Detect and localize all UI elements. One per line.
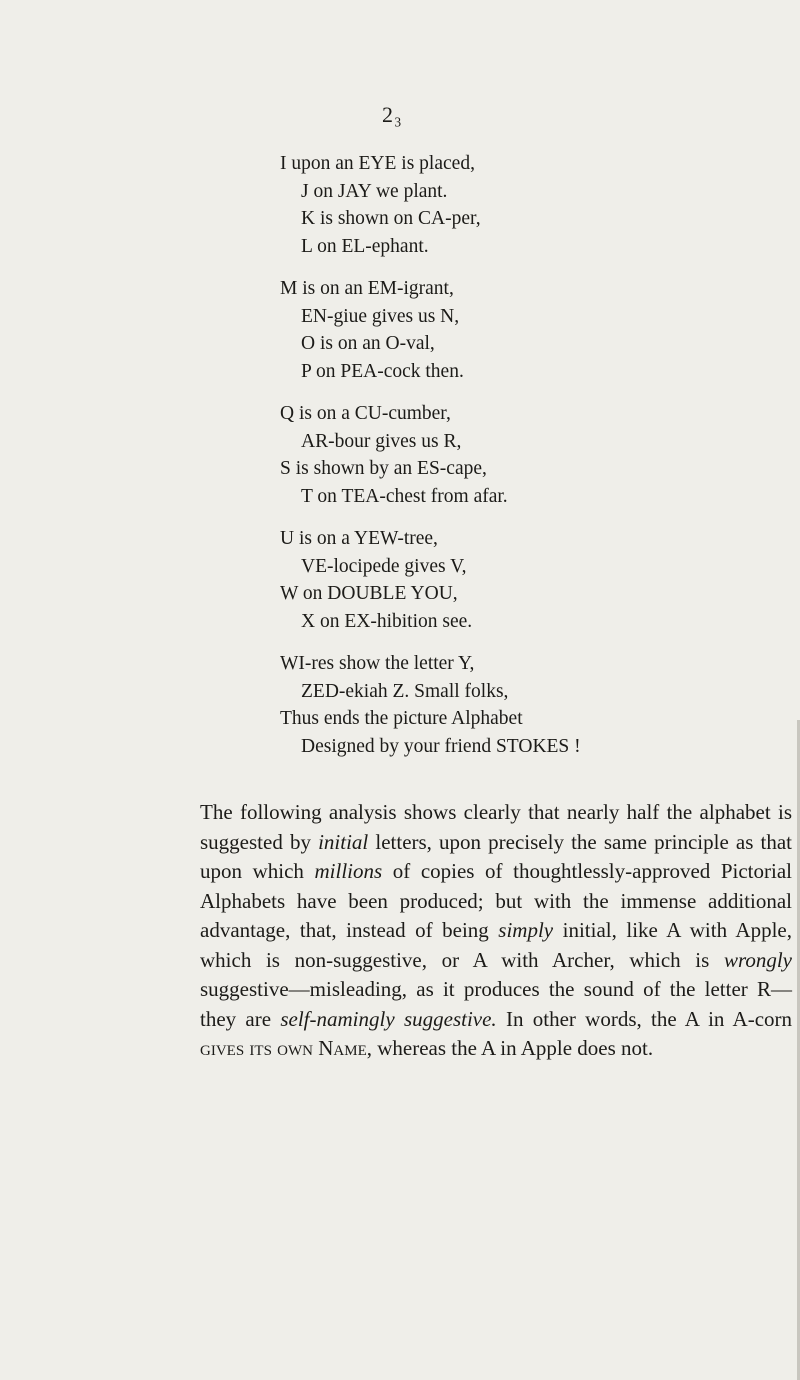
verse-line: K is shown on CA-per, <box>301 208 481 229</box>
verse-line: X on EX-hibition see. <box>301 610 473 632</box>
prose-italic: initial <box>318 829 369 854</box>
stanza <box>280 525 581 635</box>
prose-italic: self-namingly suggestive. <box>280 1006 497 1031</box>
verse-line: I upon an EYE is placed, <box>280 153 475 174</box>
verse-line: WI-res show the letter Y, <box>280 653 475 674</box>
verse-line: S is shown by an ES-cape, <box>280 458 487 479</box>
prose-text: letters, upon precisely the same principle as that upon which <box>200 829 792 883</box>
stanza <box>280 650 581 760</box>
prose-italic: simply <box>498 918 554 942</box>
prose-text: whereas the A in Apple does not. <box>372 1036 654 1060</box>
prose-small-caps: gives its own Name, <box>200 1036 372 1060</box>
verse-line: EN-giue gives us N, <box>301 305 460 327</box>
prose-text: In other words, the A in A-corn <box>496 1006 793 1031</box>
prose-italic: millions <box>314 859 383 883</box>
verse-line: P on PEA-cock then. <box>301 360 464 382</box>
prose-paragraph <box>200 798 792 1064</box>
verse-line: T on TEA-chest from afar. <box>301 485 508 507</box>
verse-line: U is on a YEW-tree, <box>280 528 438 549</box>
verse-line: AR-bour gives us R, <box>301 430 462 452</box>
stanza <box>280 400 581 510</box>
prose-text: suggestive—misleading, as it produces the sound of the letter R— they are <box>200 977 792 1031</box>
page-number: 2₃ <box>382 102 403 127</box>
stanza <box>280 275 581 385</box>
verse-line: ZED-ekiah Z. Small folks, <box>301 680 509 702</box>
verse-line: O is on an O-val, <box>301 333 435 354</box>
verse-line: L on EL-ephant. <box>301 235 429 257</box>
verse-line: Designed by your friend STOKES ! <box>301 735 581 757</box>
verse-line: Q is on a CU-cumber, <box>280 403 451 424</box>
prose-italic: wrongly <box>723 947 792 972</box>
prose-text: of copies of thoughtlessly-approved Pictorial Alphabets have been produced; but with the immense additional advantage, that, instead of being <box>200 859 792 942</box>
prose-text: The following analysis shows clearly that nearly half the alphabet is suggested by <box>200 800 792 854</box>
verse-line: M is on an EM-igrant, <box>280 278 454 299</box>
verse-line: J on JAY we plant. <box>301 180 448 202</box>
verse-line: Thus ends the picture Alphabet <box>280 708 523 729</box>
verse-line: VE-locipede gives V, <box>301 555 467 577</box>
verse-line: W on DOUBLE YOU, <box>280 583 458 604</box>
stanza <box>280 150 581 260</box>
prose-text: initial, like A with Apple, which is non-suggestive, or A with Archer, which is <box>200 918 792 972</box>
verse-block <box>280 150 581 775</box>
